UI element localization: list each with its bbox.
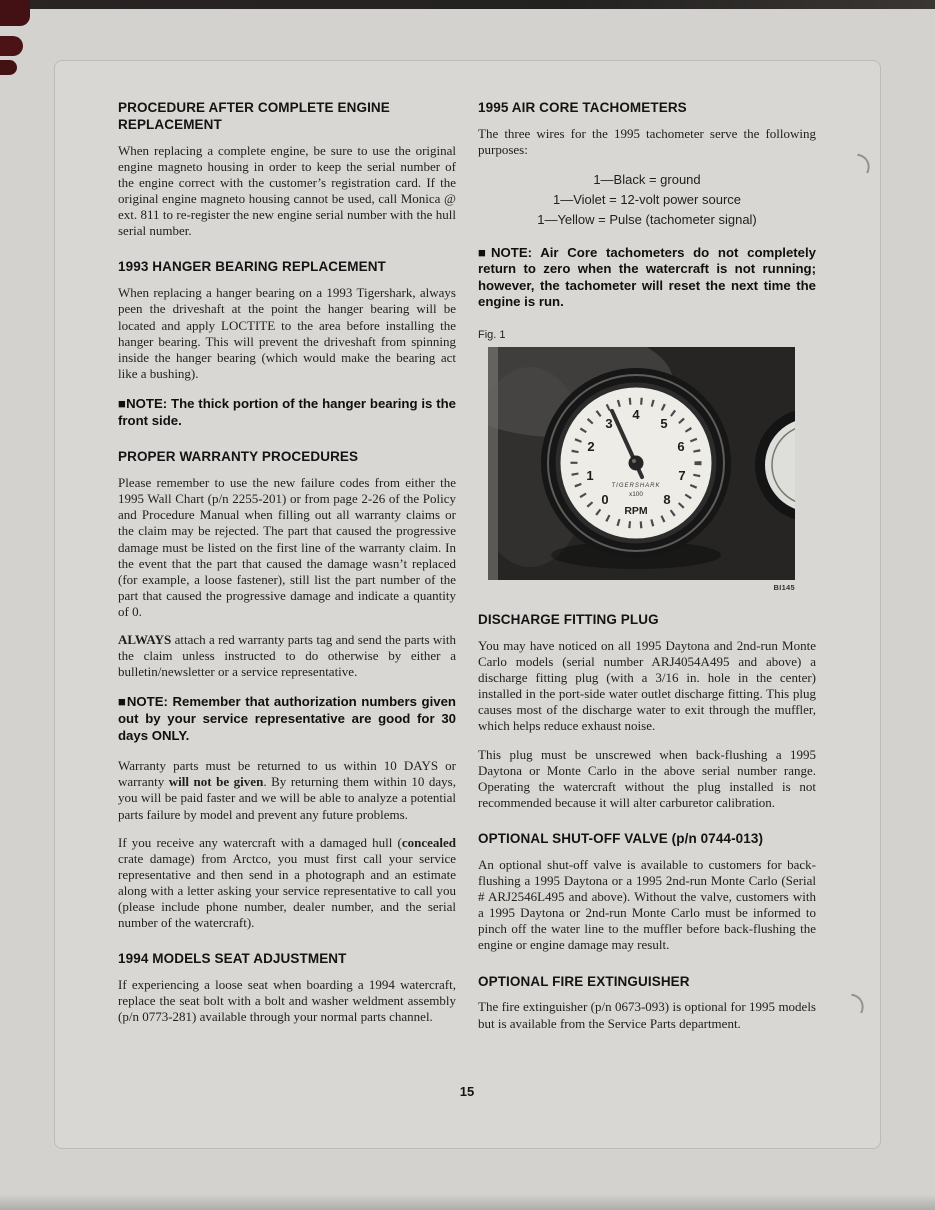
gauge-number: 1 bbox=[586, 468, 594, 484]
gauge-number: 4 bbox=[632, 407, 640, 423]
paragraph-tachometer-wires: The three wires for the 1995 tachometer serve the following purposes: bbox=[478, 125, 816, 157]
text-run: attach a red warranty parts tag and send the parts with the claim unless instructed to do otherwise by either a bulletin/newsletter or a service representative. bbox=[118, 632, 456, 680]
note-hanger-bearing: ■NOTE: The thick portion of the hanger bearing is the front side. bbox=[118, 395, 456, 428]
paragraph-discharge-plug-1: You may have noticed on all 1995 Daytona and 2nd-run Monte Carlo models (serial number ARJ4054A495 and above) a discharge fitting plug (with a 3/16 in. hole in the center) installed in the port-side water outlet discharge fitting. This plug causes most of the discharge water to exit through the muffler, which helps reduce exhaust noise. bbox=[478, 637, 816, 734]
section-title-warranty-procedures: PROPER WARRANTY PROCEDURES bbox=[118, 449, 359, 465]
gauge-number: 7 bbox=[678, 468, 686, 484]
section-title-fire-extinguisher: OPTIONAL FIRE EXTINGUISHER bbox=[478, 973, 690, 989]
gauge-scale-label: x100 bbox=[628, 491, 644, 499]
gauge-number: 6 bbox=[677, 439, 685, 455]
note-authorization-numbers: ■NOTE: Remember that authorization numbers given out by your service representative are good for 30 days ONLY. bbox=[118, 694, 456, 743]
figure-credit: BI145 bbox=[773, 583, 795, 593]
left-column bbox=[118, 100, 456, 1038]
text-run: If you receive any watercraft with a damaged hull ( bbox=[118, 834, 402, 850]
gauge-number: 2 bbox=[587, 439, 595, 455]
gauge-brand-label: TIGERSHARK bbox=[611, 483, 661, 490]
gauge-unit-label: RPM bbox=[624, 505, 648, 518]
emphasis-will-not-be-given: will not be given bbox=[168, 774, 264, 790]
section-title-engine-replacement: PROCEDURE AFTER COMPLETE ENGINE REPLACEMENT bbox=[118, 100, 390, 132]
right-column bbox=[478, 100, 816, 1044]
text-run: Warranty parts must be returned to us within 10 DAYS or warranty bbox=[118, 758, 456, 790]
scan-artifact-corner-mark bbox=[0, 0, 30, 26]
wire-item-violet: 1—Violet = 12-volt power source bbox=[553, 192, 741, 208]
emphasis-concealed: concealed bbox=[401, 834, 456, 850]
scan-artifact-top-strip bbox=[0, 0, 935, 9]
gauge-number: 3 bbox=[605, 416, 613, 432]
figure-label: Fig. 1 bbox=[478, 329, 506, 342]
gauge-number: 0 bbox=[601, 492, 609, 508]
emphasis-always: ALWAYS bbox=[118, 632, 172, 648]
page-number: 15 bbox=[459, 1083, 475, 1099]
paragraph-damaged-hull bbox=[118, 835, 456, 932]
paragraph-shut-off-valve: An optional shut-off valve is available to customers for back-flushing a 1995 Daytona or a 1995 2nd-run Monte Carlo (Serial # ARJ2546L495 and above). Without the valve, customers with a 1995 Daytona or 2nd-run Monte Carlo must be informed to pinch off the water line to the muffler before back-flushing the engine or engine damage may result. bbox=[478, 856, 816, 953]
paragraph-warranty-tag bbox=[118, 632, 456, 680]
tachometer-image bbox=[488, 347, 795, 580]
two-column-layout bbox=[118, 100, 816, 1044]
tachometer-photo bbox=[488, 347, 795, 580]
wire-item-black: 1—Black = ground bbox=[593, 172, 701, 188]
paragraph-seat-adjustment: If experiencing a loose seat when boarding a 1994 watercraft, replace the seat bolt with a bolt and washer weldment assembly (p/n 0773-281) available through your normal parts channel. bbox=[118, 977, 456, 1025]
wire-item-yellow: 1—Yellow = Pulse (tachometer signal) bbox=[537, 212, 757, 228]
paragraph-discharge-plug-2: This plug must be unscrewed when back-flushing a 1995 Daytona or Monte Carlo in the above serial number range. Operating the watercraft without the plug installed is not recommended because it will alter carburetor calibration. bbox=[478, 746, 816, 810]
text-run: crate damage) from Arctco, you must first call your service representative and then send in a photograph and an estimate along with a letter asking your service representative to call you (please include phone number, dealer number, and the serial number of the watercraft). bbox=[118, 850, 456, 931]
section-title-air-core-tachometers: 1995 AIR CORE TACHOMETERS bbox=[478, 100, 687, 115]
text-run: . By returning them within 10 days, you will be paid faster and we will be able to analyze a potential parts failure by model and prevent any future problems. bbox=[118, 774, 456, 822]
scan-artifact-bottom-shadow bbox=[0, 1194, 935, 1210]
section-title-seat-adjustment: 1994 MODELS SEAT ADJUSTMENT bbox=[118, 951, 347, 967]
paragraph-warranty-codes: Please remember to use the new failure codes from either the 1995 Wall Chart (p/n 2255-201) or from page 2-26 of the Policy and Procedure Manual when filling out all warranty claims or the claim may be rejected. The part that caused the progressive damage must be listed on the first line of the warranty claim. In the event that the part that caused the damage wasn’t replaced (for example, a loose fastener), still list the part number of the part that caused the progressive damage and indicate a quantity of 0. bbox=[118, 475, 456, 619]
figure-1 bbox=[478, 329, 816, 592]
paragraph-fire-extinguisher: The fire extinguisher (p/n 0673-093) is optional for 1995 models but is available from the Service Parts department. bbox=[478, 999, 816, 1031]
gauge-number: 5 bbox=[660, 416, 668, 432]
scan-artifact-edge-mark bbox=[0, 36, 23, 56]
paragraph-hanger-bearing: When replacing a hanger bearing on a 1993 Tigershark, always peen the driveshaft at the point the hanger bearing will be located and apply LOCTITE to the area before installing the hanger bearing. This will prevent the driveshaft from spinning inside the hanger bearing (which would make the bearing act like a bushing). bbox=[118, 285, 456, 381]
scan-artifact-edge-mark bbox=[0, 60, 17, 75]
section-title-hanger-bearing: 1993 HANGER BEARING REPLACEMENT bbox=[118, 259, 386, 275]
paragraph-engine-replacement: When replacing a complete engine, be sure to use the original engine magneto housing in order to keep the serial number of the engine correct with the customer’s registration card. If the original engine magneto housing cannot be used, call Monica @ ext. 811 to re-register the new engine serial number with the hull serial number. bbox=[118, 142, 456, 239]
page-content bbox=[118, 100, 816, 1099]
wire-list bbox=[478, 170, 816, 230]
section-title-shut-off-valve: OPTIONAL SHUT-OFF VALVE (p/n 0744-013) bbox=[478, 830, 764, 846]
note-air-core-tachometers: ■NOTE: Air Core tachometers do not completely return to zero when the watercraft is not running; however, the tachometer will reset the next time the engine is run. bbox=[478, 244, 816, 310]
gauge-number: 8 bbox=[663, 492, 671, 508]
section-title-discharge-fitting-plug: DISCHARGE FITTING PLUG bbox=[478, 612, 659, 628]
paragraph-warranty-return bbox=[118, 758, 456, 822]
